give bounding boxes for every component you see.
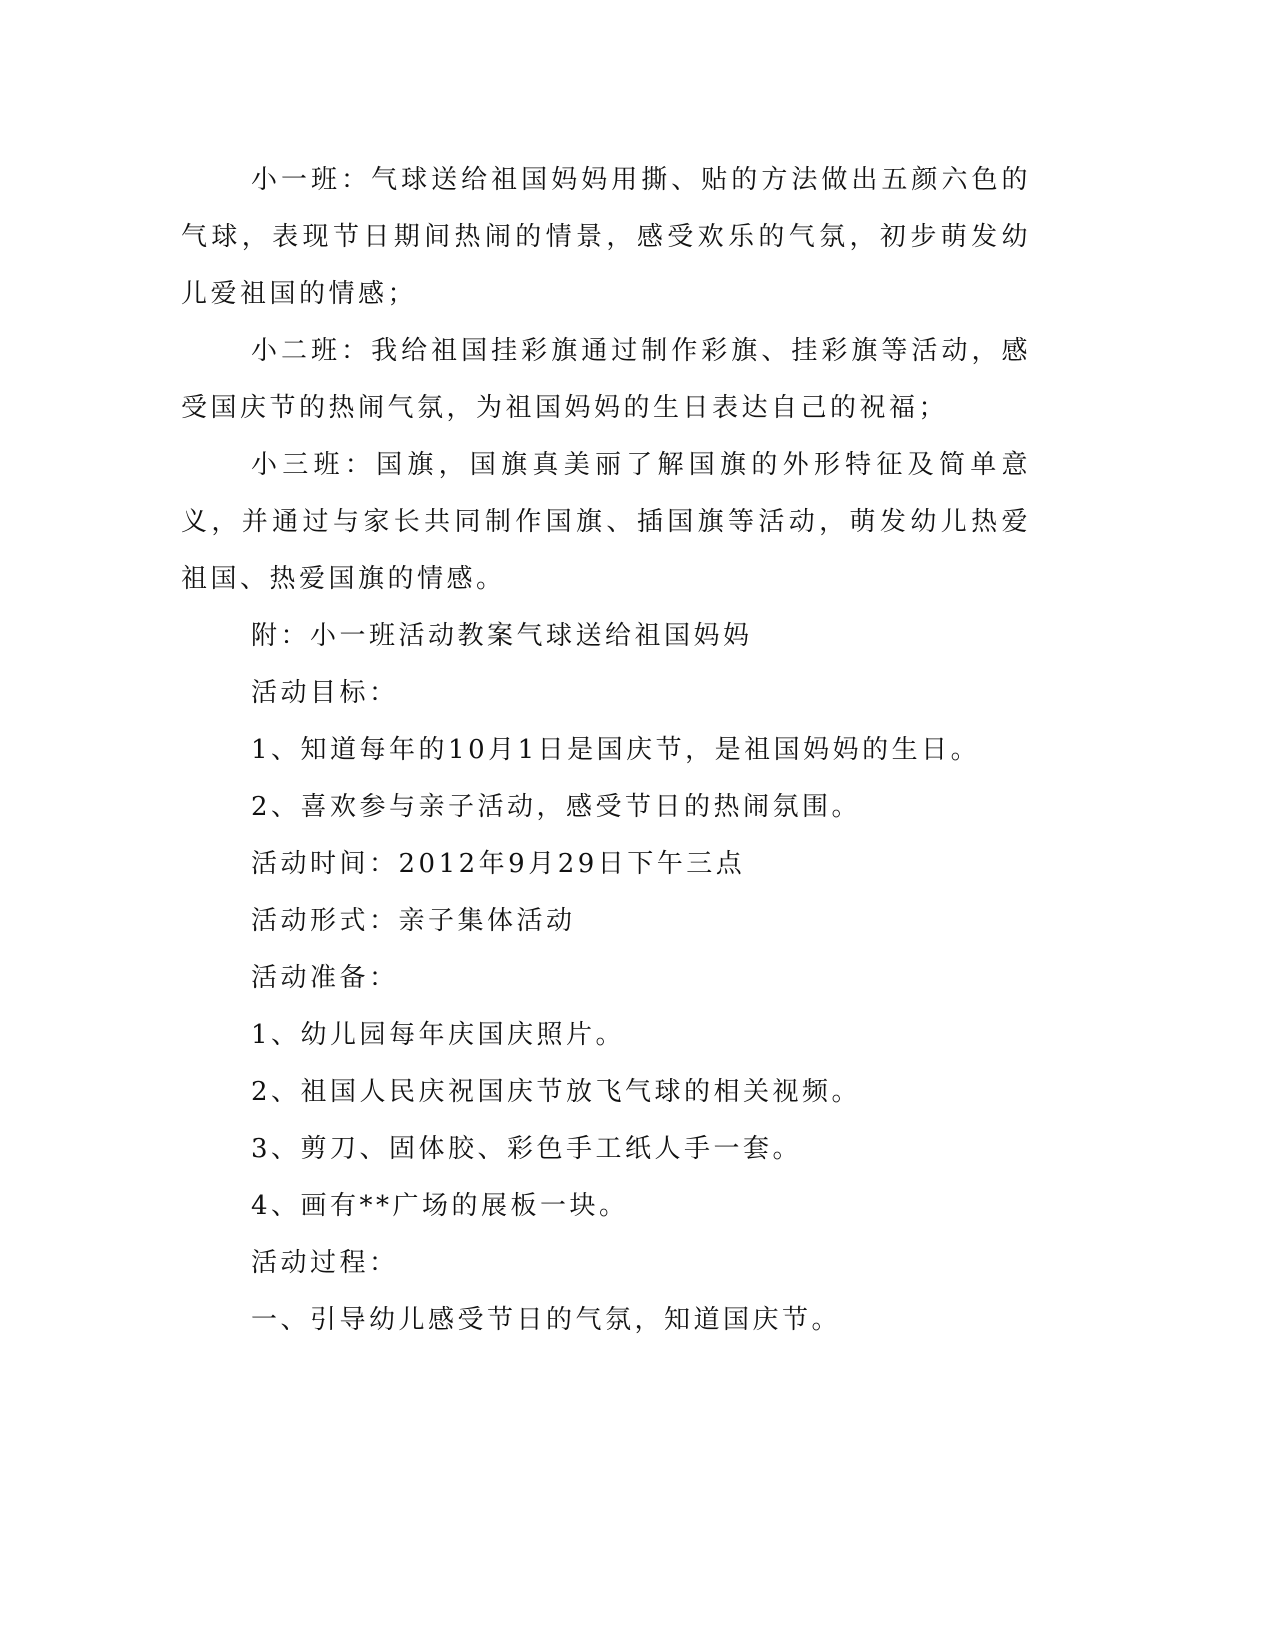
document-body [181,152,1031,1349]
activity-time: 活动时间：2012年9月29日下午三点 [251,849,746,879]
preparation-item-4: 4、画有**广场的展板一块。 [251,1191,629,1221]
goal-item-1: 1、知道每年的10月1日是国庆节，是祖国妈妈的生日。 [251,735,981,765]
activity-format: 活动形式：亲子集体活动 [251,906,576,936]
paragraph-class-2: 小二班：我给祖国挂彩旗通过制作彩旗、挂彩旗等活动，感受国庆节的热闹气氛，为祖国妈妈的生日表达自己的祝福； [181,336,1031,423]
paragraph-class-1: 小一班：气球送给祖国妈妈用撕、贴的方法做出五颜六色的气球，表现节日期间热闹的情景，感受欢乐的气氛，初步萌发幼儿爱祖国的情感； [181,165,1031,309]
appendix-heading: 附：小一班活动教案气球送给祖国妈妈 [251,621,753,651]
process-step-1: 一、引导幼儿感受节日的气氛，知道国庆节。 [251,1305,842,1335]
preparation-item-2: 2、祖国人民庆祝国庆节放飞气球的相关视频。 [251,1077,862,1107]
section-heading-preparation: 活动准备： [251,963,399,993]
section-heading-process: 活动过程： [251,1248,399,1278]
goal-item-2: 2、喜欢参与亲子活动，感受节日的热闹氛围。 [251,792,862,822]
preparation-item-1: 1、幼儿园每年庆国庆照片。 [251,1020,626,1050]
preparation-item-3: 3、剪刀、固体胶、彩色手工纸人手一套。 [251,1134,803,1164]
section-heading-goals: 活动目标： [251,678,399,708]
paragraph-class-3: 小三班：国旗，国旗真美丽了解国旗的外形特征及简单意义，并通过与家长共同制作国旗、插国旗等活动，萌发幼儿热爱祖国、热爱国旗的情感。 [181,450,1031,594]
